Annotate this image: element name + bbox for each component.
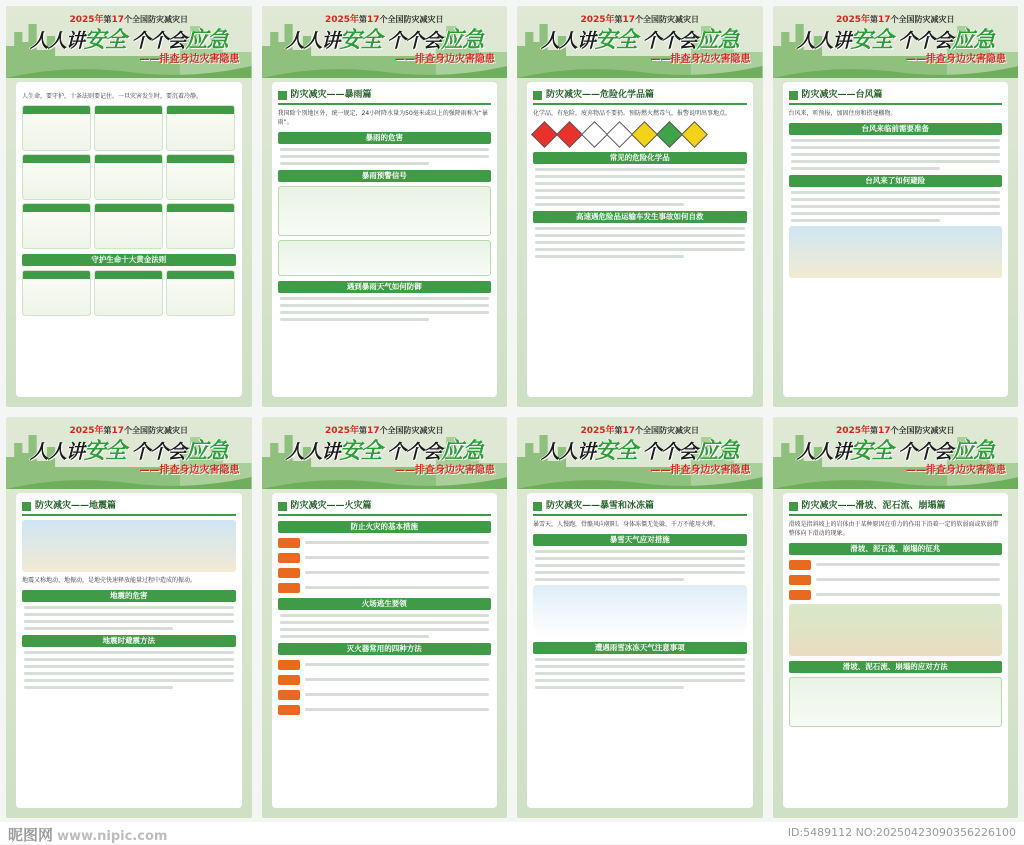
content-panel <box>527 493 753 808</box>
section-heading: 暴雨预警信号 <box>278 170 492 182</box>
content-panel <box>527 82 753 397</box>
section-heading: 地震的危害 <box>22 590 236 602</box>
poster-5 <box>6 417 252 818</box>
poster-2 <box>262 6 508 407</box>
section-heading: 滑坡、泥石流、崩塌的应对方法 <box>789 661 1003 673</box>
section-heading: 地震时避震方法 <box>22 635 236 647</box>
slogan: 人人讲安全 个个会应急 <box>796 27 995 53</box>
lead-text: 地震又称地动、地振动，是地壳快速释放能量过程中造成的振动。 <box>22 577 197 584</box>
slogan: 人人讲安全 个个会应急 <box>29 438 228 464</box>
content-panel <box>272 82 498 397</box>
rule-card <box>94 203 163 249</box>
extinguish-methods <box>278 659 492 715</box>
event-line: 2025年第17个全国防灾减灾日 <box>580 426 700 436</box>
poster-title: 防灾减灾——地震篇 <box>22 499 236 516</box>
watermark-bar <box>0 822 1024 844</box>
rule-card <box>166 154 235 200</box>
event-line: 2025年第17个全国防灾减灾日 <box>69 15 189 25</box>
content-panel <box>16 82 242 397</box>
rule-card <box>166 203 235 249</box>
lead-text: 滑坡是指斜坡上的岩体由于某种原因在重力的作用下沿着一定的软弱面或软弱带整体向下滑动的现象。 <box>788 521 999 537</box>
toxic-hazard-icon <box>581 121 608 148</box>
event-line: 2025年第17个全国防灾减灾日 <box>324 426 444 436</box>
lead-text: 人生命，要守护，十条法则要记住。一旦灾害发生时，要沉着冷静。 <box>22 93 203 100</box>
subtitle: ——排查身边灾害隐患 <box>395 54 495 65</box>
poster-4 <box>773 6 1019 407</box>
section-heading: 灭火器常用的四种方法 <box>278 643 492 655</box>
event-line: 2025年第17个全国防灾减灾日 <box>580 15 700 25</box>
slogan: 人人讲安全 个个会应急 <box>285 438 484 464</box>
lead-text: 我国除个别地区外，统一规定，24小时降水量为50毫米或以上的强降雨称为“暴雨”。 <box>277 110 488 126</box>
subtitle: ——排查身边灾害隐患 <box>395 465 495 476</box>
section-heading: 守护生命十大黄金法则 <box>22 254 236 266</box>
lead-text: 暴雪天，人慢跑，骨骼风向朝阳。身体冻僵无处躲，千万不能用火烤。 <box>533 521 720 528</box>
warning-signals-box <box>278 240 492 276</box>
slogan: 人人讲安全 个个会应急 <box>540 438 739 464</box>
poster-8 <box>773 417 1019 818</box>
slogan: 人人讲安全 个个会应急 <box>29 27 228 53</box>
rule-card <box>94 105 163 151</box>
gas-hazard-icon <box>656 121 683 148</box>
content-panel <box>783 82 1009 397</box>
content-panel <box>272 493 498 808</box>
rules-grid <box>22 105 236 249</box>
slogan: 人人讲安全 个个会应急 <box>796 438 995 464</box>
event-line: 2025年第17个全国防灾减灾日 <box>835 426 955 436</box>
snow-illustration <box>533 585 747 637</box>
subtitle: ——排查身边灾害隐患 <box>139 54 240 65</box>
subtitle: ——排查身边灾害隐患 <box>906 54 1006 65</box>
radioactive-hazard-icon <box>681 121 708 148</box>
section-heading: 暴雪天气应对措施 <box>533 534 747 546</box>
section-heading: 防止火灾的基本措施 <box>278 521 492 533</box>
section-heading: 高速遇危险品运输车发生事故如何自救 <box>533 211 747 223</box>
rule-card <box>166 105 235 151</box>
section-heading: 遇到暴雨天气如何防御 <box>278 281 492 293</box>
site-watermark: 昵图网 www.nipic.com <box>8 826 168 844</box>
landslide-signs <box>789 559 1003 600</box>
rule-card <box>22 270 91 316</box>
fire-measures <box>278 537 492 593</box>
poster-title: 防灾减灾——火灾篇 <box>278 499 492 516</box>
warning-signals-box <box>278 186 492 236</box>
rules-grid <box>22 270 236 316</box>
rule-card <box>22 154 91 200</box>
poster-title: 防灾减灾——暴雪和冰冻篇 <box>533 499 747 516</box>
section-heading: 台风来了如何避险 <box>789 175 1003 187</box>
content-panel <box>783 493 1009 808</box>
poster-6 <box>262 417 508 818</box>
subtitle: ——排查身边灾害隐患 <box>906 465 1006 476</box>
rule-card <box>94 154 163 200</box>
explosive-hazard-icon <box>531 121 558 148</box>
event-line: 2025年第17个全国防灾减灾日 <box>835 15 955 25</box>
subtitle: ——排查身边灾害隐患 <box>650 465 751 476</box>
oxidizer-hazard-icon <box>631 121 658 148</box>
event-line: 2025年第17个全国防灾减灾日 <box>69 426 189 436</box>
section-heading: 遭遇雨雪冰冻天气注意事项 <box>533 642 747 654</box>
poster-title: 防灾减灾——危险化学品篇 <box>533 88 747 105</box>
image-id-label: ID:5489112 NO:20250423090356226100 <box>787 826 1016 839</box>
section-heading: 火场逃生要领 <box>278 598 492 610</box>
lead-text: 化学品，有危险，废弃物品不要扔。预防燃火燃毒气，报警说明出事地点。 <box>533 110 732 117</box>
poster-grid <box>6 6 1018 818</box>
poster-3 <box>517 6 763 407</box>
landslide-illustration <box>789 604 1003 656</box>
poster-title: 防灾减灾——台风篇 <box>789 88 1003 105</box>
response-flowchart <box>789 677 1003 727</box>
rule-card <box>94 270 163 316</box>
rule-card <box>22 203 91 249</box>
content-panel <box>16 493 242 808</box>
poster-7 <box>517 417 763 818</box>
event-line: 2025年第17个全国防灾减灾日 <box>324 15 444 25</box>
corrosive-hazard-icon <box>606 121 633 148</box>
section-heading: 暴雨的危害 <box>278 132 492 144</box>
flammable-hazard-icon <box>556 121 583 148</box>
slogan: 人人讲安全 个个会应急 <box>285 27 484 53</box>
poster-title: 防灾减灾——暴雨篇 <box>278 88 492 105</box>
hazard-symbols <box>533 122 747 147</box>
section-heading: 台风来临前需要准备 <box>789 123 1003 135</box>
earthquake-illustration <box>22 520 236 572</box>
section-heading: 滑坡、泥石流、崩塌的征兆 <box>789 543 1003 555</box>
section-heading: 常见的危险化学品 <box>533 152 747 164</box>
poster-title: 防灾减灾——滑坡、泥石流、崩塌篇 <box>789 499 1003 516</box>
rule-card <box>22 105 91 151</box>
poster-1 <box>6 6 252 407</box>
rule-card <box>166 270 235 316</box>
subtitle: ——排查身边灾害隐患 <box>650 54 751 65</box>
typhoon-illustration <box>789 226 1003 278</box>
slogan: 人人讲安全 个个会应急 <box>540 27 739 53</box>
subtitle: ——排查身边灾害隐患 <box>139 465 240 476</box>
lead-text: 台风来，听预报，加固住房和搭建棚物。 <box>788 110 897 117</box>
